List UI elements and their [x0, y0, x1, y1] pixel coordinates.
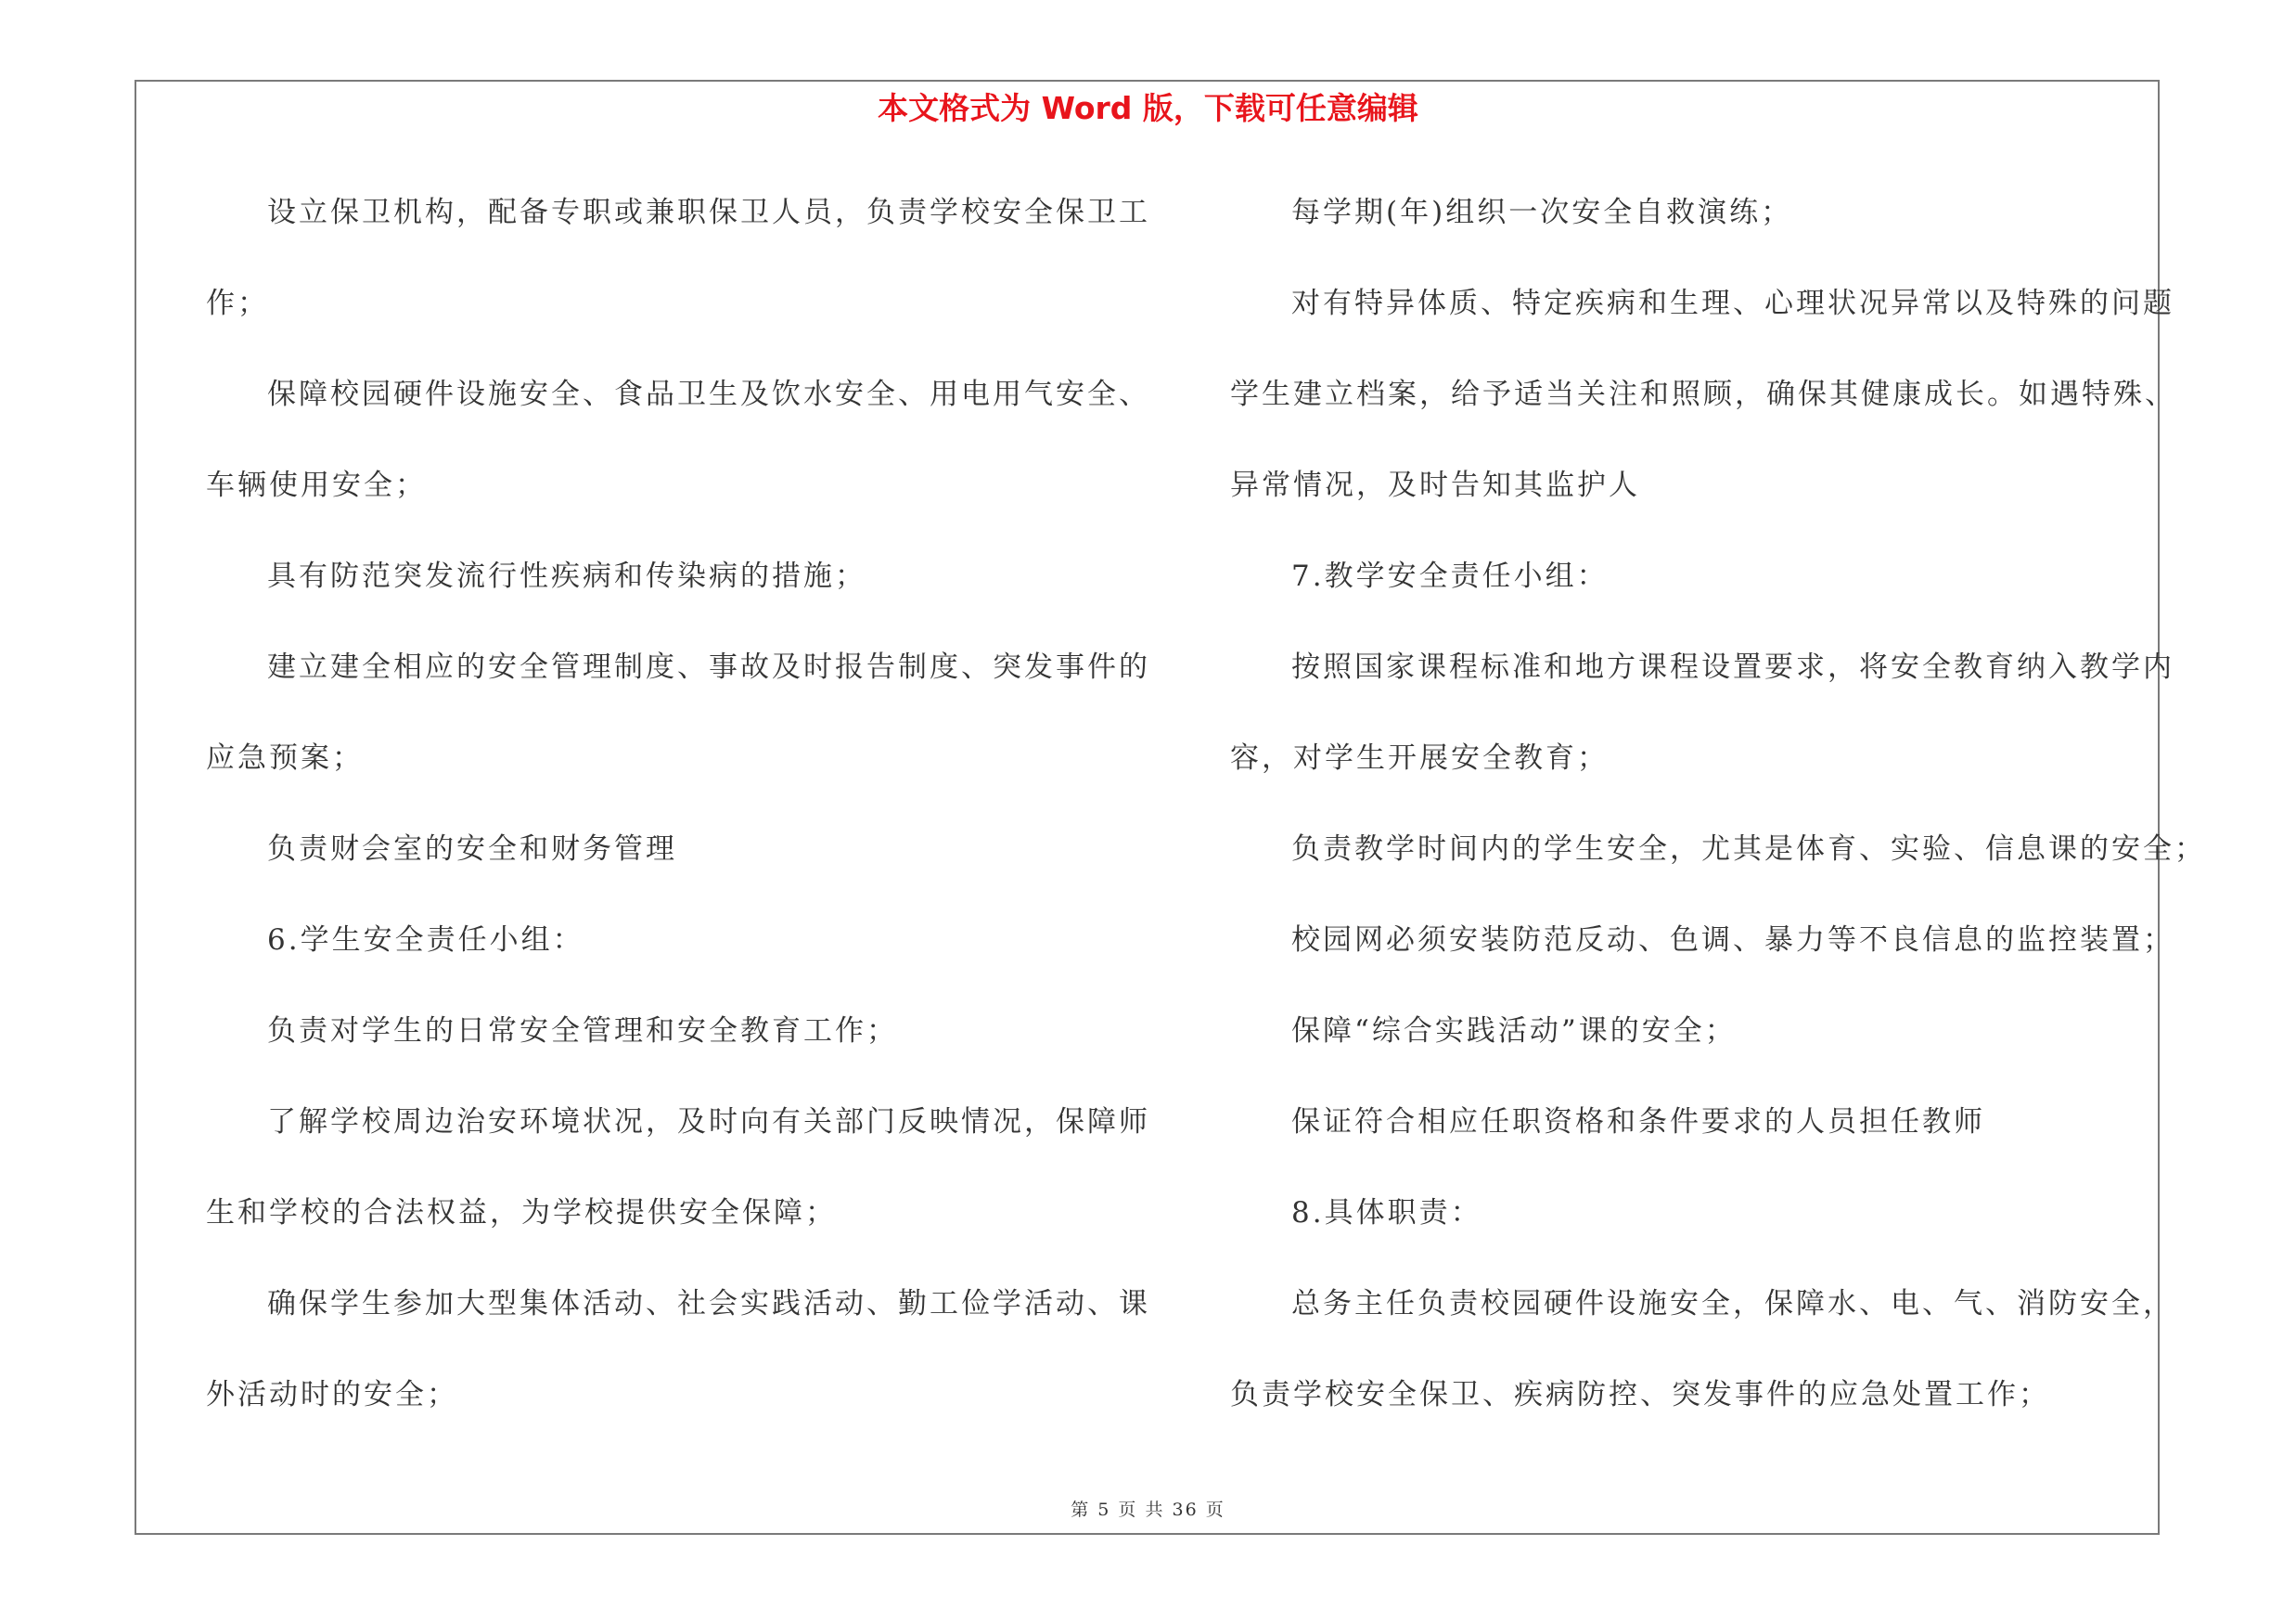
- text-line: 容，对学生开展安全教育；: [1230, 741, 1609, 775]
- text-line: 保证符合相应任职资格和条件要求的人员担任教师: [1291, 1105, 1985, 1139]
- text-line: 作；: [206, 287, 269, 320]
- text-line: 车辆使用安全；: [206, 469, 427, 502]
- text-line: 建立建全相应的安全管理制度、事故及时报告制度、突发事件的: [267, 650, 1150, 684]
- text-line: 对有特异体质、特定疾病和生理、心理状况异常以及特殊的问题: [1291, 287, 2174, 320]
- text-line: 保障“综合实践活动”课的安全；: [1291, 1014, 1737, 1048]
- text-line: 8.具体职责：: [1291, 1196, 1482, 1230]
- text-line: 异常情况，及时告知其监护人: [1230, 469, 1640, 502]
- text-line: 7.教学安全责任小组：: [1291, 560, 1609, 593]
- text-line: 负责对学生的日常安全管理和安全教育工作；: [267, 1014, 898, 1048]
- text-line: 确保学生参加大型集体活动、社会实践活动、勤工俭学活动、课: [267, 1287, 1150, 1320]
- text-line: 负责教学时间内的学生安全，尤其是体育、实验、信息课的安全；: [1291, 832, 2206, 866]
- text-line: 生和学校的合法权益，为学校提供安全保障；: [206, 1196, 837, 1230]
- text-line: 外活动时的安全；: [206, 1378, 458, 1411]
- text-line: 具有防范突发流行性疾病和传染病的措施；: [267, 560, 866, 593]
- text-line: 了解学校周边治安环境状况，及时向有关部门反映情况，保障师: [267, 1105, 1150, 1139]
- text-line: 保障校园硬件设施安全、食品卫生及饮水安全、用电用气安全、: [267, 378, 1150, 411]
- text-line: 负责财会室的安全和财务管理: [267, 832, 677, 866]
- text-line: 设立保卫机构，配备专职或兼职保卫人员，负责学校安全保卫工: [267, 196, 1150, 229]
- text-line: 应急预案；: [206, 741, 364, 775]
- page-number-footer: 第 5 页 共 36 页: [1071, 1500, 1225, 1520]
- text-line: 按照国家课程标准和地方课程设置要求，将安全教育纳入教学内: [1291, 650, 2174, 684]
- text-line: 学生建立档案，给予适当关注和照顾，确保其健康成长。如遇特殊、: [1230, 378, 2176, 411]
- right-text-column: [1230, 182, 2206, 1455]
- text-line: 6.学生安全责任小组：: [267, 923, 584, 957]
- text-line: 负责学校安全保卫、疾病防控、突发事件的应急处置工作；: [1230, 1378, 2050, 1411]
- text-line: 校园网必须安装防范反动、色调、暴力等不良信息的监控装置；: [1291, 923, 2174, 957]
- left-text-column: [206, 182, 1171, 1455]
- text-line: 每学期(年)组织一次安全自救演练；: [1291, 196, 1793, 229]
- format-banner: 本文格式为 Word 版，下载可任意编辑: [878, 90, 1418, 126]
- text-line: 总务主任负责校园硬件设施安全，保障水、电、气、消防安全，: [1291, 1287, 2174, 1320]
